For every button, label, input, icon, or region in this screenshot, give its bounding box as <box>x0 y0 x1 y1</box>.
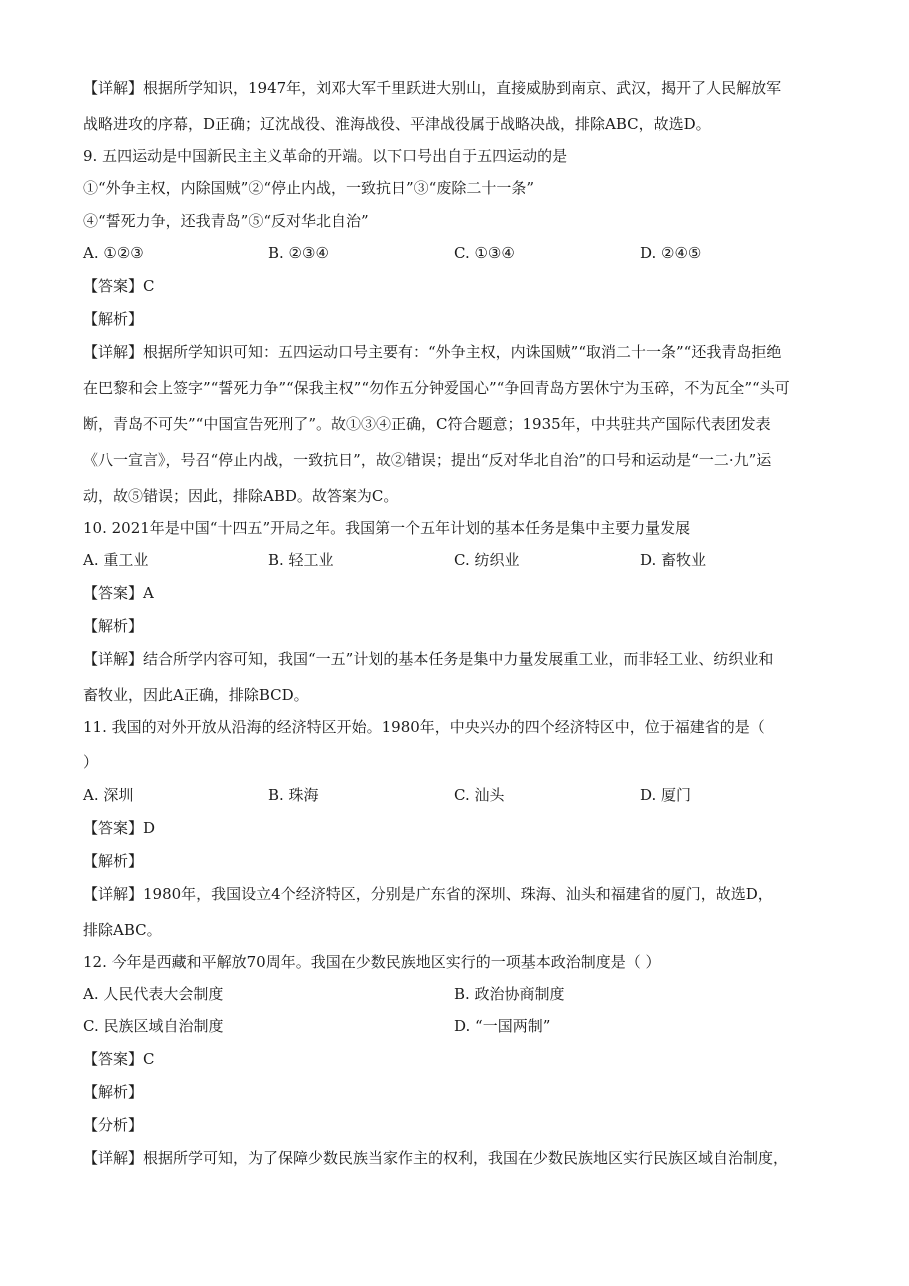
answer-label: 【答案】A <box>83 584 154 602</box>
option-a: A. 深圳 <box>83 786 134 804</box>
option-d: D. 厦门 <box>640 786 692 804</box>
question-10: 10. 2021年是中国“十四五”开局之年。我国第一个五年计划的基本任务是集中主要力量发展 <box>83 519 691 537</box>
text-line: 【详解】根据所学知识可知：五四运动口号主要有：“外争主权，内诛国贼”“取消二十一条”“还我青岛拒绝 <box>83 343 782 361</box>
text-line: ①“外争主权，内除国贼”②“停止内战，一致抗日”③“废除二十一条” <box>83 179 535 197</box>
text-line: 排除ABC。 <box>83 921 162 939</box>
option-b: B. 珠海 <box>268 786 319 804</box>
answer-label: 【答案】C <box>83 277 155 295</box>
text-line: 【详解】结合所学内容可知，我国“一五”计划的基本任务是集中力量发展重工业，而非轻工业、纺织业和 <box>83 650 774 668</box>
analysis-label: 【解析】 <box>83 852 144 870</box>
option-c: C. ①③④ <box>454 244 515 262</box>
analysis-label: 【分析】 <box>83 1116 144 1134</box>
text-line: 断，青岛不可失”“中国宣告死刑了”。故①③④正确，C符合题意；1935年，中共驻共产国际代表团发表 <box>83 415 771 433</box>
text-line: ④“誓死力争，还我青岛”⑤“反对华北自治” <box>83 212 369 230</box>
text-line: 【详解】1980年，我国设立4个经济特区，分别是广东省的深圳、珠海、汕头和福建省的厦门，故选D， <box>83 885 773 903</box>
text-line: 【详解】根据所学知识，1947年，刘邓大军千里跃进大别山，直接威胁到南京、武汉，揭开了人民解放军 <box>83 79 782 97</box>
text-line: 战略进攻的序幕，D正确；辽沈战役、淮海战役、平津战役属于战略决战，排除ABC，故选D。 <box>83 115 711 133</box>
option-d: D. 畜牧业 <box>640 551 707 569</box>
analysis-label: 【解析】 <box>83 1083 144 1101</box>
text-line: 动，故⑤错误；因此，排除ABD。故答案为C。 <box>83 487 399 505</box>
option-b: B. 轻工业 <box>268 551 334 569</box>
text-line: 【详解】根据所学可知，为了保障少数民族当家作主的权利，我国在少数民族地区实行民族区域自治制度， <box>83 1149 789 1167</box>
question-11: 11. 我国的对外开放从沿海的经济特区开始。1980年，中央兴办的四个经济特区中，位于福建省的是（ <box>83 718 765 736</box>
option-b: B. 政治协商制度 <box>454 985 565 1003</box>
answer-label: 【答案】C <box>83 1050 155 1068</box>
analysis-label: 【解析】 <box>83 617 144 635</box>
text-line: 在巴黎和会上签字”“誓死力争”“保我主权”“勿作五分钟爱国心”“争回青岛方罢休宁为玉碎，不为瓦全”“头可 <box>83 379 790 397</box>
text-line: ） <box>83 753 99 771</box>
option-a: A. 重工业 <box>83 551 149 569</box>
question-12: 12. 今年是西藏和平解放70周年。我国在少数民族地区实行的一项基本政治制度是（ ） <box>83 953 661 971</box>
option-c: C. 汕头 <box>454 786 505 804</box>
question-9: 9. 五四运动是中国新民主主义革命的开端。以下口号出自于五四运动的是 <box>83 147 568 165</box>
answer-label: 【答案】D <box>83 819 156 837</box>
option-c: C. 纺织业 <box>454 551 520 569</box>
option-d: D. ②④⑤ <box>640 244 702 262</box>
option-d: D. “一国两制” <box>454 1017 551 1035</box>
option-a: A. 人民代表大会制度 <box>83 985 224 1003</box>
option-b: B. ②③④ <box>268 244 329 262</box>
text-line: 畜牧业，因此A正确，排除BCD。 <box>83 686 309 704</box>
option-c: C. 民族区域自治制度 <box>83 1017 224 1035</box>
analysis-label: 【解析】 <box>83 310 144 328</box>
text-line: 《八一宣言》，号召“停止内战，一致抗日”，故②错误；提出“反对华北自治”的口号和运动是“一二·九”运 <box>83 451 772 469</box>
option-a: A. ①②③ <box>83 244 144 262</box>
